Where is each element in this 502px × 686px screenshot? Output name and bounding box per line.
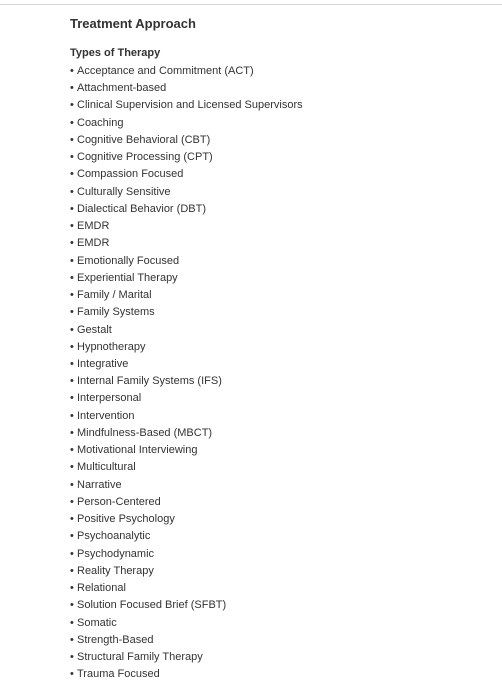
therapy-type-label: Emotionally Focused <box>77 254 180 267</box>
bullet-icon: • <box>70 237 74 250</box>
types-of-therapy-heading: Types of Therapy <box>70 47 161 59</box>
bullet-icon: • <box>70 151 74 164</box>
list-item <box>70 253 490 270</box>
bullet-icon: • <box>70 306 74 319</box>
bullet-icon: • <box>70 564 74 577</box>
bullet-icon: • <box>70 547 74 560</box>
list-item <box>70 615 490 632</box>
therapy-type-label: Experiential Therapy <box>77 271 178 284</box>
list-item <box>70 477 490 494</box>
bullet-icon: • <box>70 65 74 77</box>
therapy-type-label: Psychodynamic <box>77 547 155 560</box>
list-item <box>70 149 490 166</box>
list-item <box>70 546 490 563</box>
list-item <box>70 235 490 252</box>
list-item <box>70 390 490 407</box>
list-item <box>70 287 490 304</box>
list-item <box>70 408 490 425</box>
bullet-icon: • <box>70 409 74 422</box>
bullet-icon: • <box>70 82 74 95</box>
therapy-type-label: Attachment-based <box>77 82 167 95</box>
therapy-type-label: Hypnotherapy <box>77 340 146 353</box>
section-title: Treatment Approach <box>70 16 196 31</box>
therapy-type-label: Integrative <box>77 357 129 370</box>
therapy-type-label: Clinical Supervision and Licensed Supervisors <box>77 99 303 112</box>
bullet-icon: • <box>70 633 74 646</box>
list-item <box>70 63 490 80</box>
therapy-type-label: Positive Psychology <box>77 513 175 526</box>
therapy-type-label: Interpersonal <box>77 392 142 405</box>
therapy-type-label: EMDR <box>77 237 110 250</box>
bullet-icon: • <box>70 220 74 233</box>
list-item <box>70 339 490 356</box>
bullet-icon: • <box>70 478 74 491</box>
treatment-approach-section <box>70 15 490 683</box>
bullet-icon: • <box>70 168 74 181</box>
bullet-icon: • <box>70 375 74 388</box>
bullet-icon: • <box>70 616 74 629</box>
list-item <box>70 270 490 287</box>
therapy-type-label: Relational <box>77 582 126 595</box>
therapy-type-label: Family Systems <box>77 306 155 319</box>
list-item <box>70 528 490 545</box>
bullet-icon: • <box>70 202 74 215</box>
therapy-type-label: Mindfulness-Based (MBCT) <box>77 426 213 439</box>
therapy-type-label: Intervention <box>77 409 135 422</box>
bullet-icon: • <box>70 323 74 336</box>
list-item <box>70 356 490 373</box>
therapy-type-label: Dialectical Behavior (DBT) <box>77 202 206 215</box>
bullet-icon: • <box>70 582 74 595</box>
list-item <box>70 97 490 114</box>
therapy-type-label: Acceptance and Commitment (ACT) <box>77 65 254 77</box>
bullet-icon: • <box>70 530 74 543</box>
therapy-type-label: Cognitive Behavioral (CBT) <box>77 133 211 146</box>
therapy-type-label: Psychoanalytic <box>77 530 151 543</box>
bullet-icon: • <box>70 133 74 146</box>
list-item <box>70 115 490 132</box>
bullet-icon: • <box>70 116 74 129</box>
bullet-icon: • <box>70 357 74 370</box>
therapy-type-label: Narrative <box>77 478 122 491</box>
bullet-icon: • <box>70 495 74 508</box>
list-item <box>70 322 490 339</box>
list-item <box>70 218 490 235</box>
list-item <box>70 580 490 597</box>
therapy-type-label: EMDR <box>77 220 110 233</box>
bullet-icon: • <box>70 289 74 302</box>
bullet-icon: • <box>70 426 74 439</box>
top-divider <box>0 4 502 5</box>
bullet-icon: • <box>70 340 74 353</box>
therapy-type-label: Solution Focused Brief (SFBT) <box>77 599 227 612</box>
bullet-icon: • <box>70 599 74 612</box>
bullet-icon: • <box>70 99 74 112</box>
list-item <box>70 132 490 149</box>
therapy-type-label: Multicultural <box>77 461 136 474</box>
list-item <box>70 511 490 528</box>
therapy-type-label: Structural Family Therapy <box>77 650 203 663</box>
therapy-type-label: Family / Marital <box>77 289 152 302</box>
bullet-icon: • <box>70 513 74 526</box>
bullet-icon: • <box>70 650 74 663</box>
bullet-icon: • <box>70 461 74 474</box>
list-item <box>70 304 490 321</box>
list-item <box>70 80 490 97</box>
list-item <box>70 494 490 511</box>
bullet-icon: • <box>70 392 74 405</box>
bullet-icon: • <box>70 668 74 681</box>
therapy-type-label: Cognitive Processing (CPT) <box>77 151 213 164</box>
list-item <box>70 166 490 183</box>
therapy-type-label: Motivational Interviewing <box>77 444 198 457</box>
therapy-type-label: Strength-Based <box>77 633 154 646</box>
therapy-type-label: Culturally Sensitive <box>77 185 171 198</box>
list-item <box>70 649 490 666</box>
list-item <box>70 459 490 476</box>
list-item <box>70 442 490 459</box>
list-item <box>70 597 490 614</box>
list-item <box>70 563 490 580</box>
list-item <box>70 632 490 649</box>
list-item <box>70 425 490 442</box>
therapy-type-label: Coaching <box>77 116 124 129</box>
bullet-icon: • <box>70 444 74 457</box>
therapy-type-label: Reality Therapy <box>77 564 154 577</box>
bullet-icon: • <box>70 271 74 284</box>
list-item <box>70 373 490 390</box>
list-item <box>70 666 490 683</box>
therapy-type-label: Compassion Focused <box>77 168 184 181</box>
therapy-type-label: Person-Centered <box>77 495 161 508</box>
therapy-type-label: Internal Family Systems (IFS) <box>77 375 222 388</box>
therapy-type-label: Somatic <box>77 616 117 629</box>
list-item <box>70 184 490 201</box>
list-item <box>70 201 490 218</box>
therapy-type-label: Gestalt <box>77 323 112 336</box>
bullet-icon: • <box>70 254 74 267</box>
bullet-icon: • <box>70 185 74 198</box>
therapy-types-list <box>70 63 490 683</box>
therapy-type-label: Trauma Focused <box>77 668 160 681</box>
